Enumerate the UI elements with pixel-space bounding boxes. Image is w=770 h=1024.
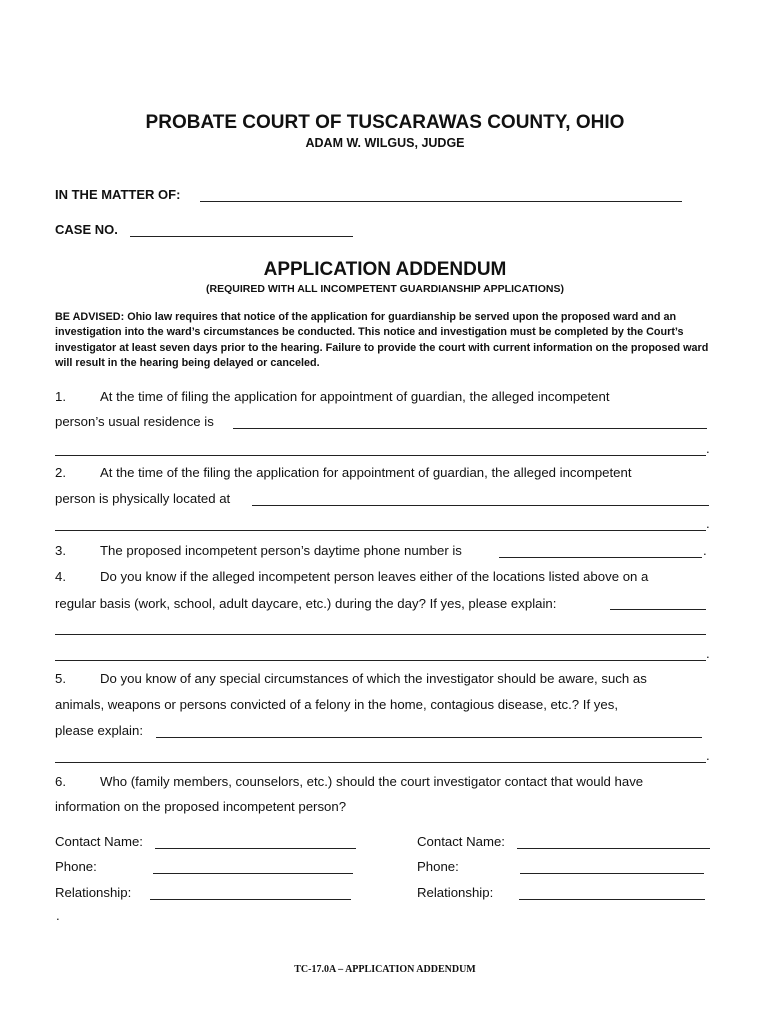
contact2-name-field[interactable] (517, 848, 710, 849)
q2-number: 2. (55, 465, 66, 480)
case-number-field[interactable] (130, 236, 353, 237)
judge-name: ADAM W. WILGUS, JUDGE (305, 136, 465, 150)
contact2-relationship-field[interactable] (519, 899, 705, 900)
q5-text: Do you know of any special circumstances of which the investigator should be aware, such as (100, 671, 647, 686)
q5-text-line3: please explain: (55, 723, 143, 738)
contact2-phone-field[interactable] (520, 873, 704, 874)
q4-text: Do you know if the alleged incompetent person leaves either of the locations listed above on a (100, 569, 649, 584)
contact1-name-field[interactable] (155, 848, 356, 849)
advisory-label: BE ADVISED (55, 311, 121, 323)
contact1-phone-label: Phone: (55, 859, 97, 874)
contact1-relationship-label: Relationship: (55, 885, 132, 900)
form-subtitle: (REQUIRED WITH ALL INCOMPETENT GUARDIANSHIP APPLICATIONS) (206, 283, 564, 295)
contact1-phone-field[interactable] (153, 873, 353, 874)
form-title: APPLICATION ADDENDUM (263, 259, 507, 280)
q1-text-line2: person’s usual residence is (55, 414, 214, 429)
q3-text: The proposed incompetent person’s daytime phone number is (100, 543, 462, 558)
q5-period: . (706, 748, 710, 763)
q5-explain-field[interactable] (156, 737, 702, 738)
advisory-notice (55, 310, 715, 372)
matter-label: IN THE MATTER OF: (55, 187, 181, 202)
q2-period: . (706, 516, 710, 531)
q6-number: 6. (55, 774, 66, 789)
q5-explain-field-line2[interactable] (55, 762, 706, 763)
q1-residence-field[interactable] (233, 428, 707, 429)
q4-explain-field[interactable] (610, 609, 706, 610)
contact1-relationship-field[interactable] (150, 899, 351, 900)
contact2-name-label: Contact Name: (417, 834, 505, 849)
q2-text: At the time of the filing the application for appointment of guardian, the alleged incompetent (100, 465, 632, 480)
q4-number: 4. (55, 569, 66, 584)
q1-number: 1. (55, 389, 66, 404)
q2-location-field-line2[interactable] (55, 530, 706, 531)
q4-explain-field-line2[interactable] (55, 634, 706, 635)
contact1-name-label: Contact Name: (55, 834, 143, 849)
q4-text-line2: regular basis (work, school, adult daycare, etc.) during the day? If yes, please explain: (55, 596, 557, 611)
q2-location-field[interactable] (252, 505, 709, 506)
q2-text-line2: person is physically located at (55, 491, 231, 506)
q4-period: . (706, 646, 710, 661)
trailing-period: . (56, 908, 60, 923)
q6-text: Who (family members, counselors, etc.) should the court investigator contact that would have (100, 774, 644, 789)
form-footer: TC-17.0A – APPLICATION ADDENDUM (294, 964, 476, 975)
q3-period: . (703, 543, 707, 558)
q1-period: . (706, 441, 710, 456)
q5-number: 5. (55, 671, 66, 686)
case-number-label: CASE NO. (55, 222, 118, 237)
contact2-phone-label: Phone: (417, 859, 459, 874)
q3-phone-field[interactable] (499, 557, 702, 558)
q1-residence-field-line2[interactable] (55, 455, 706, 456)
court-title: PROBATE COURT OF TUSCARAWAS COUNTY, OHIO (145, 112, 625, 133)
q1-text: At the time of filing the application for appointment of guardian, the alleged incompetent (100, 389, 610, 404)
q5-text-line2: animals, weapons or persons convicted of a felony in the home, contagious disease, etc.? If yes, (55, 697, 618, 712)
contact2-relationship-label: Relationship: (417, 885, 494, 900)
q3-number: 3. (55, 543, 66, 558)
q4-explain-field-line3[interactable] (55, 660, 706, 661)
matter-field[interactable] (200, 201, 682, 202)
q6-text-line2: information on the proposed incompetent person? (55, 799, 347, 814)
advisory-text: : Ohio law requires that notice of the application for guardianship be served upon the proposed ward and an investigation into the ward’s circumstances be conducted. This notice and investigation must be completed by the Court’s investigator at least seven days prior to the hearing. Failure to provide the court with current information on the proposed ward will result in the hearing being delayed or canceled. (55, 311, 709, 370)
